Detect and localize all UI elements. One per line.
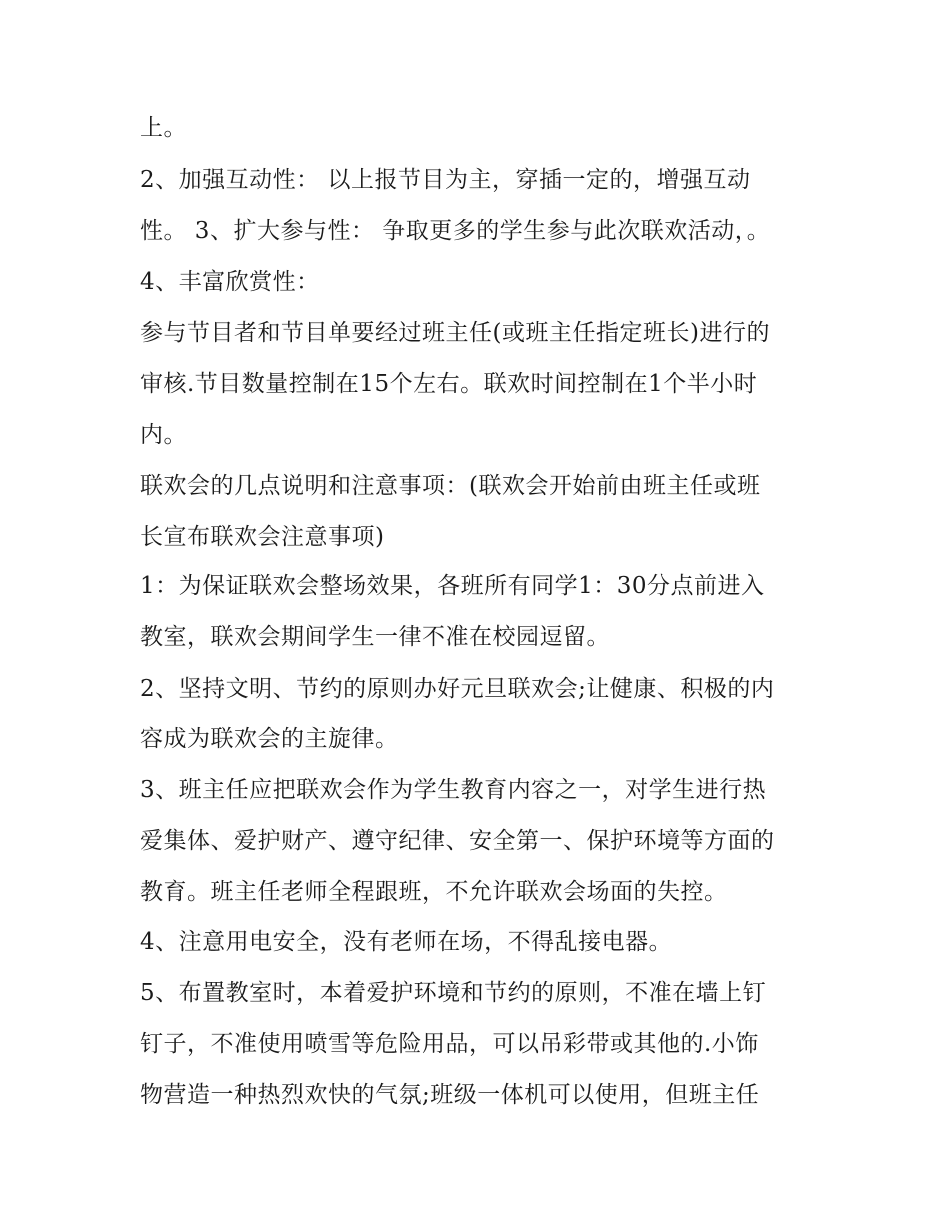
text-line: 物营造一种热烈欢快的气氛;班级一体机可以使用，但班主任 bbox=[140, 1082, 760, 1108]
text-line: 长宣布联欢会注意事项) bbox=[140, 524, 385, 550]
text-line: 联欢会的几点说明和注意事项：(联欢会开始前由班主任或班 bbox=[140, 473, 761, 499]
text-line: 2、加强互动性： 以上报节目为主，穿插一定的，增强互动 bbox=[140, 167, 751, 193]
text-line: 1：为保证联欢会整场效果，各班所有同学1：30分点前进入 bbox=[140, 573, 765, 599]
text-line: 2、坚持文明、节约的原则办好元旦联欢会;让健康、积极的内 bbox=[140, 676, 775, 702]
text-line: 钉子，不准使用喷雪等危险用品，可以吊彩带或其他的.小饰 bbox=[140, 1031, 759, 1057]
text-line: 3、班主任应把联欢会作为学生教育内容之一，对学生进行热 bbox=[140, 777, 767, 803]
text-line: 参与节目者和节目单要经过班主任(或班主任指定班长)进行的 bbox=[140, 320, 770, 346]
text-line: 爱集体、爱护财产、遵守纪律、安全第一、保护环境等方面的 bbox=[140, 828, 775, 854]
text-line: 内。 bbox=[140, 422, 187, 448]
text-line: 4、丰富欣赏性： bbox=[140, 269, 320, 295]
text-line: 教育。班主任老师全程跟班，不允许联欢会场面的失控。 bbox=[140, 879, 728, 905]
text-line: 5、布置教室时，本着爱护环境和节约的原则，不准在墙上钉 bbox=[140, 980, 767, 1006]
text-line: 审核.节目数量控制在15个左右。联欢时间控制在1个半小时 bbox=[140, 371, 758, 397]
text-line: 上。 bbox=[140, 115, 187, 141]
text-line: 性。 3、扩大参与性： 争取更多的学生参与此次联欢活动，。 bbox=[140, 218, 771, 244]
text-line: 容成为联欢会的主旋律。 bbox=[140, 726, 399, 752]
text-line: 教室，联欢会期间学生一律不准在校园逗留。 bbox=[140, 624, 610, 650]
text-line: 4、注意用电安全，没有老师在场，不得乱接电器。 bbox=[140, 929, 673, 955]
